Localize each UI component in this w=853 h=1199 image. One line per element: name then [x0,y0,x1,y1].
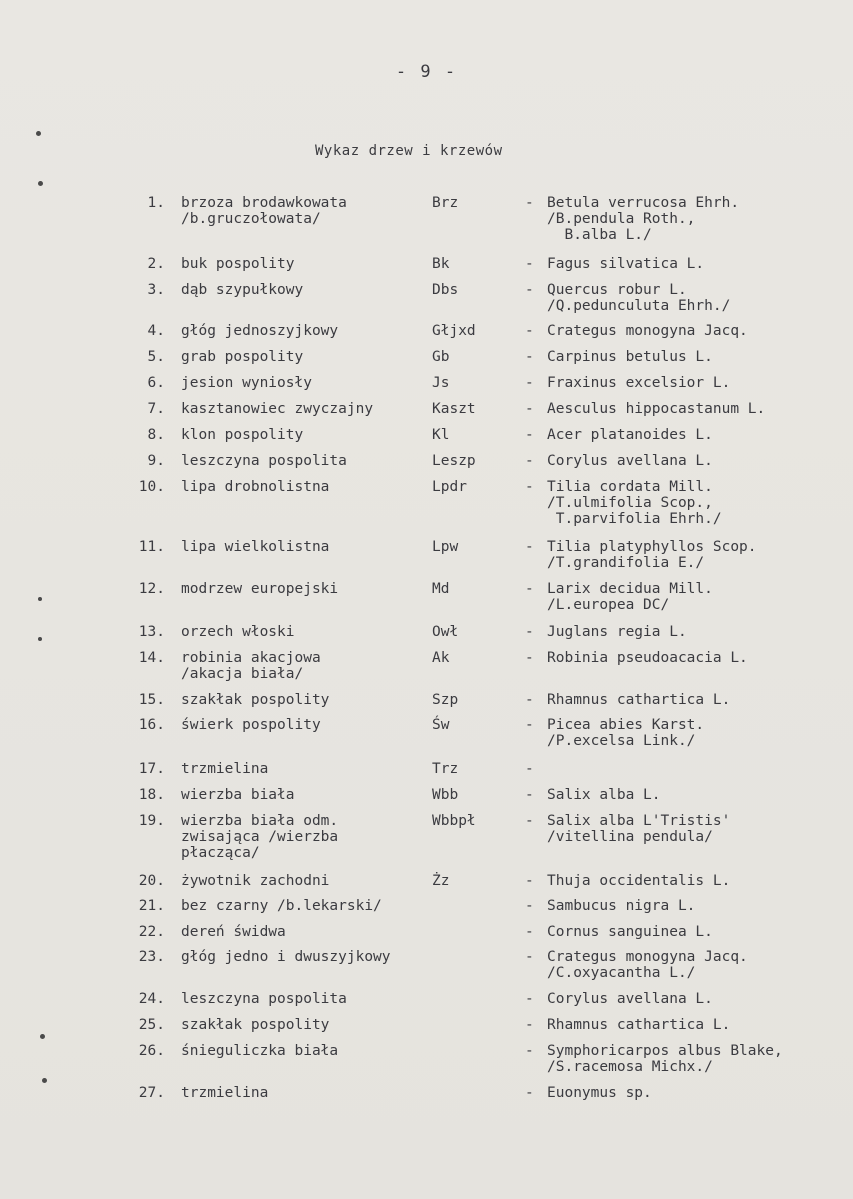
entry-number: 4. [147,323,165,339]
latin-name: Quercus robur L. /Q.pedunculuta Ehrh./ [547,282,731,314]
latin-name: Betula verrucosa Ehrh. /B.pendula Roth., B.alba L./ [547,195,740,243]
separator-dash: - [525,1085,534,1101]
entry-number: 9. [147,453,165,469]
polish-name: lipa wielkolistna [181,539,330,555]
latin-name: Euonymus sp. [547,1085,652,1101]
polish-name: szakłak pospolity [181,1017,330,1033]
polish-name: brzoza brodawkowata /b.gruczołowata/ [181,195,347,227]
binder-hole-mark [38,637,42,641]
abbreviation: Wbbpł [432,813,476,829]
separator-dash: - [525,949,534,965]
latin-name: Fraxinus excelsior L. [547,375,731,391]
abbreviation: Md [432,581,450,597]
abbreviation: Św [432,717,450,733]
abbreviation: Lpw [432,539,459,555]
abbreviation: Ak [432,650,450,666]
latin-name: Cornus sanguinea L. [547,924,713,940]
separator-dash: - [525,787,534,803]
separator-dash: - [525,761,534,777]
polish-name: klon pospolity [181,427,304,443]
latin-name: Sambucus nigra L. [547,898,696,914]
separator-dash: - [525,813,534,829]
separator-dash: - [525,453,534,469]
separator-dash: - [525,195,534,211]
polish-name: żywotnik zachodni [181,873,330,889]
latin-name: Salix alba L'Tristis' /vitellina pendula/ [547,813,731,845]
separator-dash: - [525,427,534,443]
abbreviation: Szp [432,692,459,708]
latin-name: Corylus avellana L. [547,991,713,1007]
entry-number: 10. [138,479,165,495]
entry-number: 17. [138,761,165,777]
polish-name: wierzba biała [181,787,295,803]
polish-name: robinia akacjowa /akacja biała/ [181,650,321,682]
separator-dash: - [525,323,534,339]
latin-name: Crategus monogyna Jacq. /C.oxyacantha L./ [547,949,748,981]
entry-number: 19. [138,813,165,829]
abbreviation: Żz [432,873,450,889]
polish-name: głóg jedno i dwuszyjkowy [181,949,391,965]
abbreviation: Dbs [432,282,459,298]
entry-number: 26. [138,1043,165,1059]
entry-number: 21. [138,898,165,914]
entry-number: 20. [138,873,165,889]
abbreviation: Bk [432,256,450,272]
entry-number: 15. [138,692,165,708]
page-title: Wykaz drzew i krzewów [315,143,503,159]
abbreviation: Leszp [432,453,476,469]
polish-name: świerk pospolity [181,717,321,733]
polish-name: lipa drobnolistna [181,479,330,495]
latin-name: Juglans regia L. [547,624,687,640]
separator-dash: - [525,624,534,640]
latin-name: Corylus avellana L. [547,453,713,469]
entry-number: 27. [138,1085,165,1101]
polish-name: orzech włoski [181,624,295,640]
polish-name: kasztanowiec zwyczajny [181,401,374,417]
polish-name: dereń świdwa [181,924,286,940]
abbreviation: Głjxd [432,323,476,339]
latin-name: Thuja occidentalis L. [547,873,731,889]
separator-dash: - [525,898,534,914]
abbreviation: Gb [432,349,450,365]
latin-name: Fagus silvatica L. [547,256,705,272]
entry-number: 12. [138,581,165,597]
abbreviation: Lpdr [432,479,467,495]
separator-dash: - [525,991,534,1007]
separator-dash: - [525,375,534,391]
entry-number: 7. [147,401,165,417]
latin-name: Salix alba L. [547,787,661,803]
latin-name: Aesculus hippocastanum L. [547,401,766,417]
entry-number: 22. [138,924,165,940]
binder-hole-mark [38,181,43,186]
latin-name: Acer platanoides L. [547,427,713,443]
polish-name: grab pospolity [181,349,304,365]
page-number: - 9 - [395,62,458,82]
binder-hole-mark [38,597,42,601]
separator-dash: - [525,1043,534,1059]
latin-name: Larix decidua Mill. /L.europea DC/ [547,581,713,613]
entry-number: 11. [138,539,165,555]
entry-number: 5. [147,349,165,365]
separator-dash: - [525,401,534,417]
binder-hole-mark [42,1078,47,1083]
entry-number: 6. [147,375,165,391]
separator-dash: - [525,650,534,666]
polish-name: dąb szypułkowy [181,282,304,298]
latin-name: Crategus monogyna Jacq. [547,323,748,339]
entry-number: 16. [138,717,165,733]
separator-dash: - [525,1017,534,1033]
polish-name: szakłak pospolity [181,692,330,708]
polish-name: leszczyna pospolita [181,453,347,469]
abbreviation: Owł [432,624,459,640]
latin-name: Rhamnus cathartica L. [547,692,731,708]
entry-number: 25. [138,1017,165,1033]
abbreviation: Js [432,375,450,391]
latin-name: Robinia pseudoacacia L. [547,650,748,666]
polish-name: wierzba biała odm. zwisająca /wierzba płacząca/ [181,813,339,861]
entry-number: 2. [147,256,165,272]
separator-dash: - [525,479,534,495]
abbreviation: Kaszt [432,401,476,417]
entry-number: 18. [138,787,165,803]
abbreviation: Brz [432,195,459,211]
abbreviation: Wbb [432,787,459,803]
polish-name: jesion wyniosły [181,375,312,391]
polish-name: bez czarny /b.lekarski/ [181,898,382,914]
separator-dash: - [525,282,534,298]
polish-name: modrzew europejski [181,581,339,597]
latin-name: Carpinus betulus L. [547,349,713,365]
binder-hole-mark [40,1034,45,1039]
separator-dash: - [525,581,534,597]
polish-name: śnieguliczka biała [181,1043,339,1059]
latin-name: Symphoricarpos albus Blake, /S.racemosa Michx./ [547,1043,783,1075]
entry-number: 24. [138,991,165,1007]
separator-dash: - [525,873,534,889]
abbreviation: Kl [432,427,450,443]
binder-hole-mark [36,131,41,136]
separator-dash: - [525,924,534,940]
polish-name: trzmielina [181,761,269,777]
entry-number: 14. [138,650,165,666]
polish-name: buk pospolity [181,256,295,272]
separator-dash: - [525,539,534,555]
latin-name: Tilia cordata Mill. /T.ulmifolia Scop., T.parvifolia Ehrh./ [547,479,722,527]
separator-dash: - [525,692,534,708]
latin-name: Rhamnus cathartica L. [547,1017,731,1033]
entry-number: 3. [147,282,165,298]
entry-number: 13. [138,624,165,640]
polish-name: trzmielina [181,1085,269,1101]
latin-name: Picea abies Karst. /P.excelsa Link./ [547,717,705,749]
abbreviation: Trz [432,761,459,777]
entry-number: 8. [147,427,165,443]
entry-number: 23. [138,949,165,965]
separator-dash: - [525,717,534,733]
separator-dash: - [525,349,534,365]
polish-name: leszczyna pospolita [181,991,347,1007]
polish-name: głóg jednoszyjkowy [181,323,339,339]
entry-number: 1. [147,195,165,211]
separator-dash: - [525,256,534,272]
latin-name: Tilia platyphyllos Scop. /T.grandifolia E./ [547,539,757,571]
